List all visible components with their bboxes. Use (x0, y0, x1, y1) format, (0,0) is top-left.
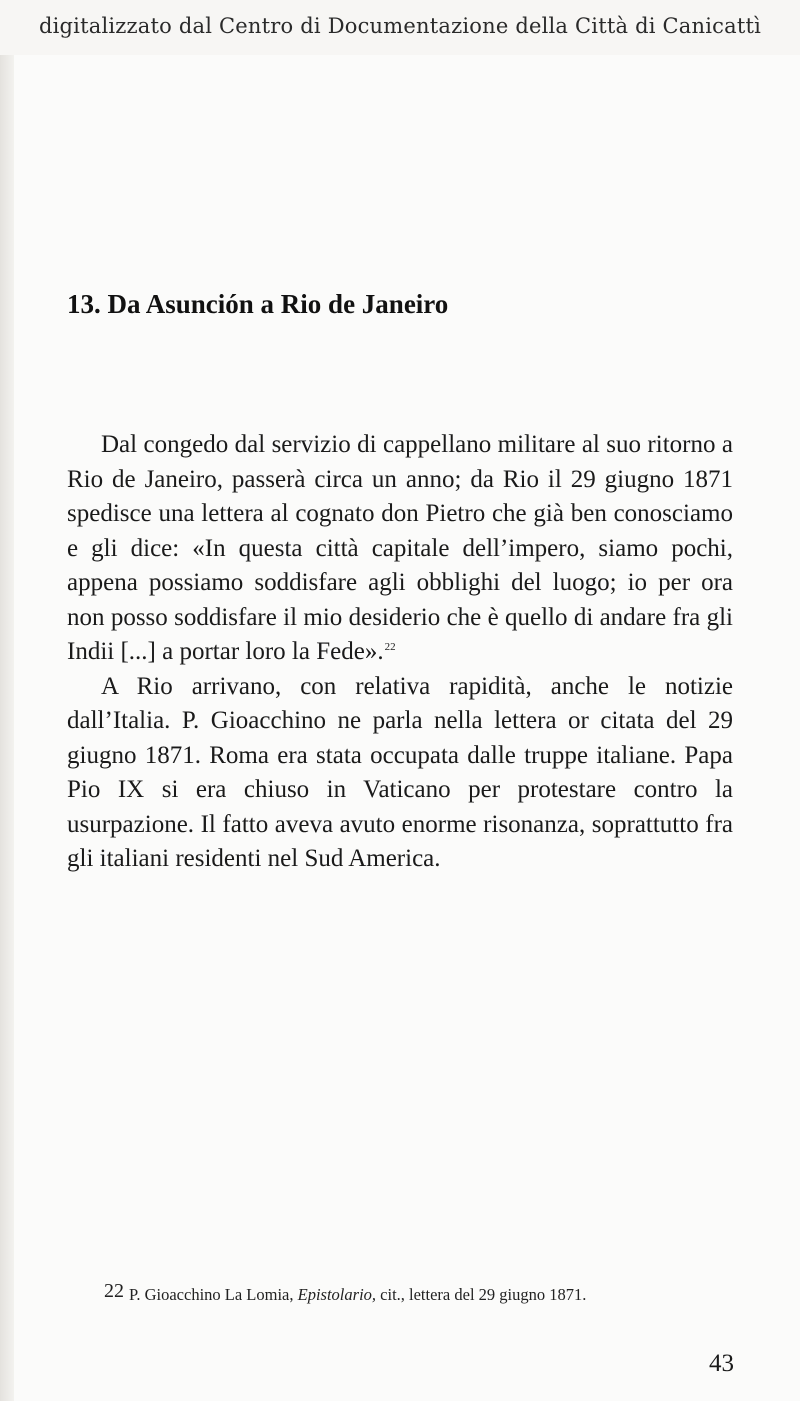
footnote (104, 1280, 586, 1305)
paragraph-text: Dal congedo dal servizio di cappellano militare al suo ritorno a Rio de Janeiro, passerà circa un anno; da Rio il 29 giugno 1871 spedisce una lettera al cognato don Pietro che già ben conosciamo e gli dice: «In questa città capitale dell’impero, siamo pochi, appena possiamo soddisfare agli obblighi del luogo; io per ora non posso soddisfare il mio desiderio che è quello di andare fra gli Indii [...] a portar loro la Fede». (67, 431, 733, 665)
digitization-watermark: digitalizzato dal Centro di Documentazione della Città di Canicattì (38, 14, 762, 38)
footnote-author: P. Gioacchino La Lomia, (129, 1285, 298, 1304)
paragraph-text: A Rio arrivano, con relativa rapidità, anche le notizie dall’Italia. P. Gioacchino ne parla nella lettera or citata del 29 giugno 1871. Roma era stata occupata dalle truppe italiane. Papa Pio IX si era chiuso in Vaticano per protestare contro la usurpazione. Il fatto aveva avuto enorme risonanza, soprattutto fra gli italiani residenti nel Sud America. (67, 672, 733, 872)
footnote-reference[interactable]: 22 (384, 640, 396, 653)
page-gutter-shadow (0, 55, 14, 1401)
paragraph (67, 428, 733, 670)
page-number: 43 (709, 1350, 734, 1377)
paragraph (67, 670, 733, 877)
body-text (67, 428, 733, 877)
footnote-work-title: Epistolario, (297, 1285, 377, 1304)
chapter-title: 13. Da Asunción a Rio de Janeiro (67, 289, 449, 319)
footnote-citation: cit., lettera del 29 giugno 1871. (376, 1285, 587, 1304)
footnote-number: 22 (104, 1280, 124, 1302)
